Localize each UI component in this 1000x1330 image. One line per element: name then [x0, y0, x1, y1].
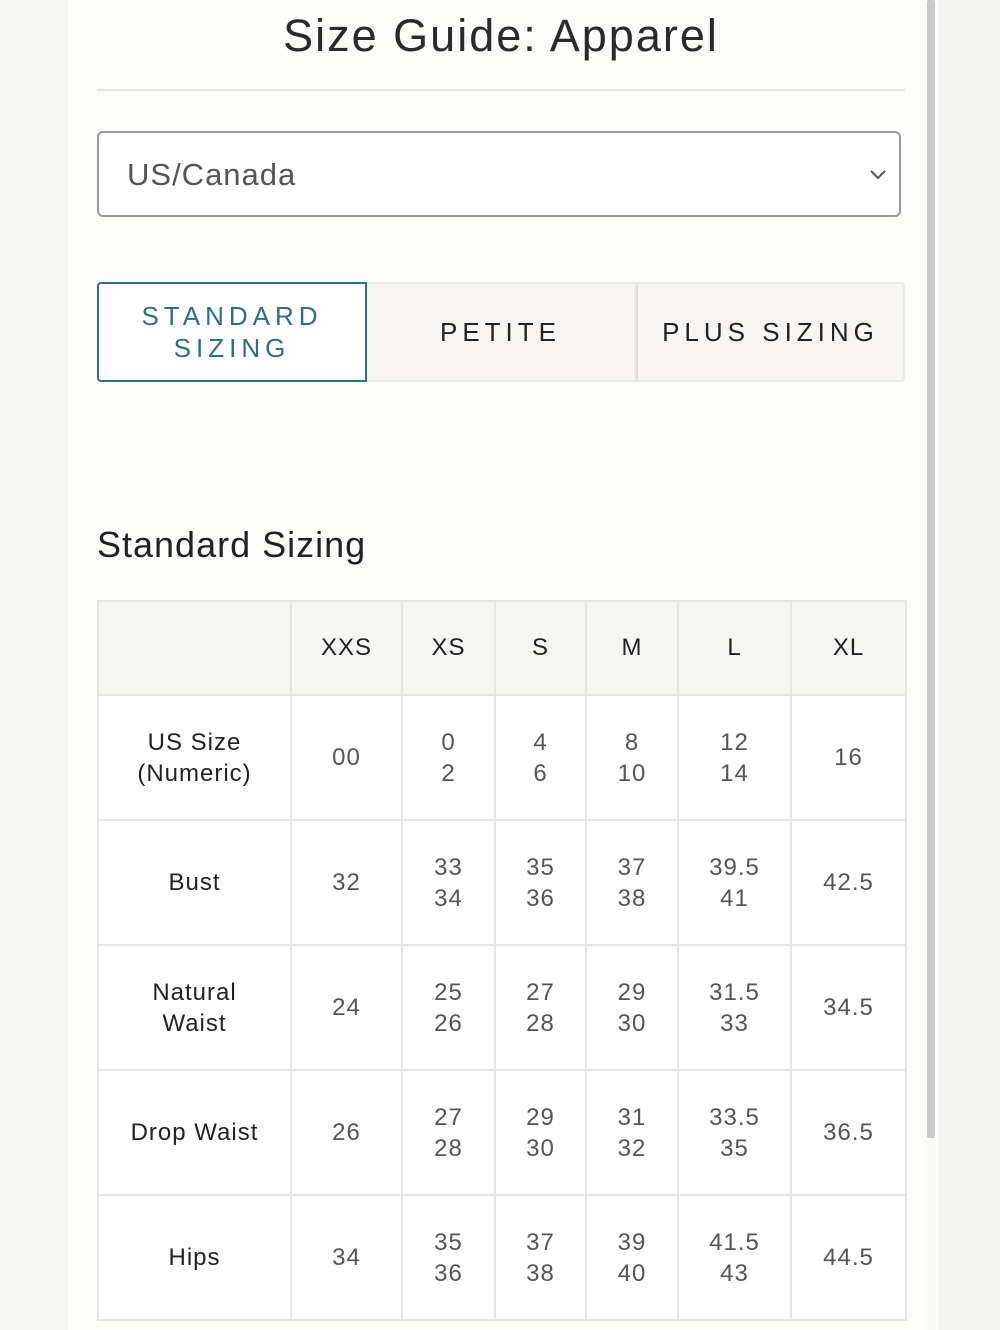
- table-cell: [495, 820, 586, 945]
- title-divider: [97, 89, 905, 91]
- table-cell: [291, 1195, 402, 1320]
- table-cell-value: 37 38: [617, 853, 647, 912]
- table-cell: [291, 820, 402, 945]
- table-cell-value: 36.5: [823, 1119, 874, 1146]
- table-cell-value: 41.5 43: [709, 1228, 760, 1287]
- sizing-tabs: [97, 282, 905, 382]
- table-cell: [678, 945, 791, 1070]
- region-select[interactable]: [97, 131, 901, 217]
- table-cell-value: 33 34: [434, 853, 463, 912]
- table-cell: [495, 1195, 586, 1320]
- table-cell-value: 0 2: [441, 728, 456, 787]
- table-cell-value: 39 40: [617, 1228, 647, 1287]
- table-header: [98, 601, 906, 695]
- table-cell: [586, 1195, 678, 1320]
- table-row-label: [98, 945, 291, 1070]
- table-cell: [495, 695, 586, 820]
- size-chart-table: [97, 600, 907, 1321]
- page-title: Size Guide: Apparel: [283, 10, 719, 61]
- table-cell: [402, 695, 495, 820]
- table-row-label: [98, 1195, 291, 1320]
- table-row: [98, 695, 906, 820]
- table-header-corner: [98, 601, 291, 695]
- table-cell: [291, 695, 402, 820]
- table-cell-value: 24: [332, 994, 361, 1021]
- table-header-cell: M: [586, 601, 678, 695]
- table-row: [98, 945, 906, 1070]
- table-cell-value: 29 30: [526, 1103, 555, 1162]
- table-cell-value: 31 32: [617, 1103, 647, 1162]
- table-row-label-text: Drop Waist: [130, 1119, 259, 1146]
- table-body: [98, 695, 906, 1320]
- table-cell: [402, 820, 495, 945]
- table-cell-value: 37 38: [526, 1228, 555, 1287]
- right-margin: [938, 0, 1000, 1330]
- table-header-cell: S: [495, 601, 586, 695]
- table-cell: [791, 820, 906, 945]
- table-row-label-text: US Size (Numeric): [137, 728, 252, 787]
- scrollbar-thumb[interactable]: [927, 0, 935, 1138]
- tab-plus-sizing-label: PLUS SIZING: [662, 317, 879, 347]
- table-cell-value: 26: [332, 1119, 361, 1146]
- tab-plus-sizing[interactable]: [636, 282, 905, 382]
- table-cell-value: 16: [834, 744, 863, 771]
- table-cell-value: 27 28: [434, 1103, 463, 1162]
- table-cell-value: 31.5 33: [709, 978, 760, 1037]
- table-cell-value: 00: [332, 744, 361, 771]
- table-cell: [291, 1070, 402, 1195]
- table-cell-value: 4 6: [533, 728, 548, 787]
- table-cell-value: 34.5: [823, 994, 874, 1021]
- table-header-cell: XXS: [291, 601, 402, 695]
- table-cell: [495, 945, 586, 1070]
- table-cell-value: 25 26: [434, 978, 463, 1037]
- table-row-label: [98, 695, 291, 820]
- table-header-cell: XS: [402, 601, 495, 695]
- tab-petite-label: PETITE: [439, 317, 561, 347]
- table-cell-value: 33.5 35: [709, 1103, 760, 1162]
- table-cell-value: 12 14: [720, 728, 749, 787]
- region-select-value: US/Canada: [127, 157, 297, 192]
- table-cell-value: 29 30: [617, 978, 647, 1037]
- table-cell-value: 39.5 41: [709, 853, 760, 912]
- table-row-label-text: Natural Waist: [152, 978, 237, 1037]
- tab-standard-sizing-label: STANDARD SIZING: [141, 301, 323, 363]
- table-cell: [402, 1070, 495, 1195]
- table-cell-value: 32: [332, 869, 361, 896]
- table-cell-value: 42.5: [823, 869, 874, 896]
- table-cell: [586, 820, 678, 945]
- table-cell: [678, 1070, 791, 1195]
- table-cell-value: 34: [332, 1244, 361, 1271]
- chevron-down-icon: [867, 163, 889, 185]
- table-cell: [791, 1195, 906, 1320]
- tab-petite[interactable]: [367, 282, 636, 382]
- table-row: [98, 1070, 906, 1195]
- table-cell: [586, 695, 678, 820]
- table-header-cell: L: [678, 601, 791, 695]
- table-cell-value: 44.5: [823, 1244, 874, 1271]
- table-header-row: [98, 601, 906, 695]
- table-cell: [678, 1195, 791, 1320]
- table-cell: [291, 945, 402, 1070]
- table-cell: [678, 695, 791, 820]
- section-heading: Standard Sizing: [97, 524, 367, 565]
- tab-standard-sizing[interactable]: [97, 282, 367, 382]
- table-cell-value: 8 10: [617, 728, 647, 787]
- table-cell-value: 35 36: [526, 853, 555, 912]
- table-cell: [586, 1070, 678, 1195]
- table-row: [98, 1195, 906, 1320]
- table-row-label-text: Bust: [168, 869, 221, 896]
- table-row: [98, 820, 906, 945]
- table-cell: [402, 945, 495, 1070]
- table-cell: [791, 945, 906, 1070]
- table-cell: [586, 945, 678, 1070]
- table-row-label-text: Hips: [168, 1244, 221, 1271]
- table-cell-value: 35 36: [434, 1228, 463, 1287]
- table-cell: [402, 1195, 495, 1320]
- table-header-cell: XL: [791, 601, 906, 695]
- table-cell: [678, 820, 791, 945]
- table-cell: [791, 1070, 906, 1195]
- table-cell: [495, 1070, 586, 1195]
- table-cell-value: 27 28: [526, 978, 555, 1037]
- table-row-label: [98, 820, 291, 945]
- table-row-label: [98, 1070, 291, 1195]
- table-cell: [791, 695, 906, 820]
